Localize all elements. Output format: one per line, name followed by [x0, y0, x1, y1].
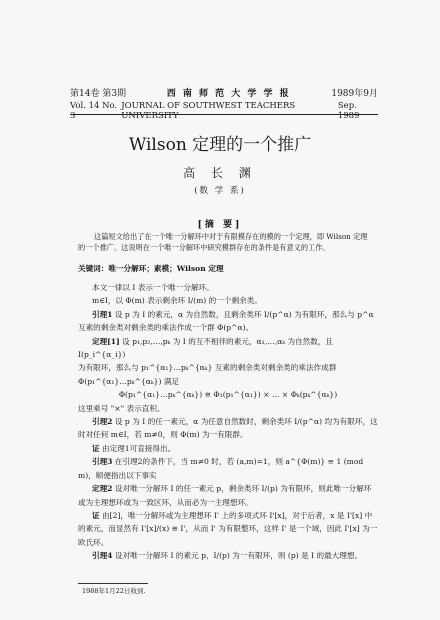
theorem-label: 引理4: [92, 551, 113, 561]
paragraph-text: 由定理1可直接得出。: [102, 443, 176, 453]
footnote: 1988年1月22日收到.: [82, 587, 146, 595]
body-paragraph: [78, 361, 378, 388]
paragraph-text: 设对唯一分解环 I 的素元 p，I/(p) 为一有限环，则 (p) 是 I 的最大理想。: [114, 551, 363, 561]
body-paragraph: [78, 308, 378, 335]
journal-name-en: JOURNAL OF SOUTHWEST TEACHERS UNIVERSITY: [121, 101, 296, 121]
theorem-label: 引理2: [92, 417, 113, 427]
header-rule: [70, 114, 378, 115]
body-paragraph: [78, 549, 378, 562]
body-paragraph: [78, 402, 378, 415]
running-header: [70, 86, 378, 121]
paragraph-text: m∈I，以 Φ(m) 表示剩余环 I/(m) 的一个剩余类。: [92, 296, 262, 306]
date-en: Sep. 1989: [337, 101, 360, 121]
theorem-label: 证: [92, 510, 100, 520]
body-paragraph: [78, 335, 378, 362]
volume-issue-en: Vol. 14 No. 3: [70, 101, 118, 121]
paragraph-text: 设 p₁,p₂,…,pₖ 为 I 的互不相伴的素元，α₁,…,αₖ 为自然数，且 I(p_i^{α_i}): [78, 336, 334, 360]
theorem-label: 定理[1]: [92, 336, 120, 346]
body-paragraph: [78, 294, 378, 307]
paragraph-text: 本文一律以 I 表示一个唯一分解环。: [92, 283, 214, 292]
body-paragraph: [78, 455, 378, 482]
body-paragraph: [78, 415, 378, 442]
paragraph-text: 由[2]，唯一分解环或为主理想环 I' 上的多项式环 I'[x]，对于后者，x 是 I'[x] 中的素元，而显然有 I'[x]/(x) ≅ I'，从而 I' 为有限整环，这样 I' 是一个域，因此 I'[x] 为一欧氏环。: [78, 510, 378, 547]
date-cn: 1989年9月: [331, 89, 378, 99]
body-paragraph: [78, 482, 378, 509]
paragraph-text: 为有限环，那么与 p₁^{α₁}…pₖ^{αₖ} 互素的剩余类对剩余类的乘法作成群 Φ(p₁^{α₁}…pₖ^{αₖ}) 满足: [78, 363, 337, 386]
theorem-label: 证: [92, 443, 100, 453]
abstract-text: 这篇短文给出了在一个唯一分解环中对于有限模存在的模的一个定理，即 Wilson 定理的一个推广。这说明在一个唯一分解环中研究模群存在的条件是有意义的工作。: [78, 232, 368, 252]
display-formula: Φ(p₁^{α₁}…pₖ^{αₖ}) ≅ Φ₁(p₁^{α₁}) × … × Φₖ(pₖ^{αₖ}): [118, 390, 338, 400]
paragraph-text: 设对唯一分解环 I 的任一素元 p，剩余类环 I/(p) 为有限环，则此唯一分解环或为主理想环或为一致区环，从而必为一主理想环。: [78, 484, 372, 507]
journal-name-cn: 西 南 师 范 大 学 学 报: [166, 89, 291, 99]
paper-title: Wilson 定理的一个推广: [128, 135, 312, 155]
theorem-label: 定理2: [92, 484, 113, 494]
paragraph-text: 设 p 为 I 的素元，α 为自然数，且剩余类环 I/(p^α) 为有限环，那么与 p^α 互素的剩余类对剩余类的乘法作成一个群 Φ(p^α)。: [78, 309, 374, 333]
paragraph-text: 在引理2的条件下，当 m≠0 时，若 (a,m)=1，则 a^{Φ(m)} ≡ 1 (mod m)，顺便指出以下事实: [78, 457, 364, 480]
theorem-label: 引理1: [92, 309, 113, 319]
body-paragraph: [78, 442, 378, 455]
footnote-rule: [78, 583, 148, 584]
volume-issue-cn: 第14卷 第3期: [70, 89, 127, 99]
keywords: 关键词：唯一分解环；素模；Wilson 定理: [78, 264, 224, 273]
author-name: 高 长 渊: [183, 166, 257, 180]
author-affiliation: (数 学 系): [194, 186, 246, 196]
paragraph-text: 这里乘号 "×" 表示直积。: [78, 403, 165, 413]
abstract-heading: [摘 要]: [197, 220, 243, 230]
body-text: [78, 281, 378, 563]
body-paragraph: [78, 281, 378, 294]
body-paragraph: [78, 509, 378, 549]
theorem-label: 引理3: [92, 457, 113, 467]
paragraph-text: 设 p 为 I 的任一素元，α 为任意自然数时，剩余类环 I/(p^α) 均为有限环，这时对任何 m∈I，若 m≠0，则 Φ(m) 为一有限群。: [78, 417, 378, 440]
